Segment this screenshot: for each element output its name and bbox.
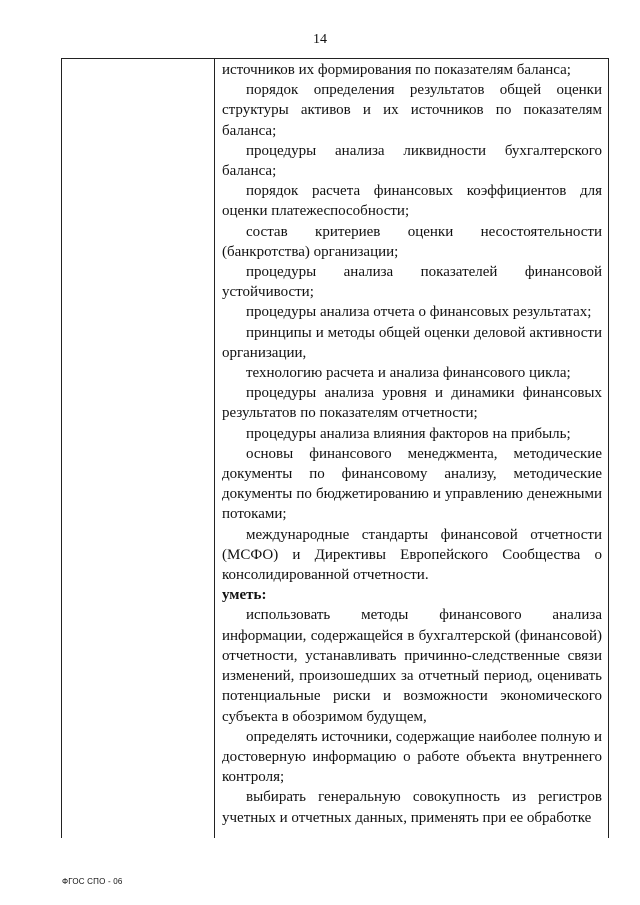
text-paragraph: выбирать генеральную совокупность из регистров учетных и отчетных данных, применять при ее обработке: [222, 789, 602, 826]
text-paragraph: источников их формирования по показателям баланса;: [222, 62, 571, 78]
text-paragraph: порядок определения результатов общей оценки структуры активов и их источников по показателям баланса;: [222, 82, 602, 139]
text-paragraph: использовать методы финансового анализа информации, содержащейся в бухгалтерской (финансовой) отчетности, устанавливать причинно-следственные связи изменений, произошедших за отчетный период, оценивать потенциальные риски и возможности экономического субъекта в обозримом будущем,: [222, 607, 602, 725]
text-paragraph: определять источники, содержащие наиболее полную и достоверную информацию о работе объекта внутреннего контроля;: [222, 728, 602, 786]
footer-label: ФГОС СПО - 06: [62, 877, 123, 886]
text-paragraph: процедуры анализа показателей финансовой устойчивости;: [222, 264, 602, 301]
text-paragraph: основы финансового менеджмента, методические документы по финансовому анализу, методические документы по бюджетированию и управлению денежными потоками;: [222, 445, 602, 523]
text-paragraph: технологию расчета и анализа финансового цикла;: [246, 365, 571, 382]
text-paragraph: процедуры анализа влияния факторов на прибыль;: [246, 425, 571, 442]
text-paragraph: процедуры анализа ликвидности бухгалтерского баланса;: [222, 142, 602, 180]
text-paragraph: процедуры анализа уровня и динамики финансовых результатов по показателям отчетности;: [222, 385, 602, 422]
content-table: [61, 58, 609, 838]
text-paragraph: принципы и методы общей оценки деловой активности организации,: [222, 324, 602, 361]
page-number: 14: [313, 32, 327, 47]
table-left-cell: [62, 59, 215, 838]
text-paragraph: международные стандарты финансовой отчетности (МСФО) и Директивы Европейского Сообщества о консолидированной отчетности.: [222, 526, 602, 584]
table-right-cell: [216, 59, 608, 828]
section-heading-umet: уметь:: [222, 587, 267, 604]
text-paragraph: порядок расчета финансовых коэффициентов для оценки платежеспособности;: [222, 183, 602, 220]
text-paragraph: процедуры анализа отчета о финансовых результатах;: [246, 304, 592, 321]
text-paragraph: состав критериев оценки несостоятельности (банкротства) организации;: [222, 223, 602, 260]
